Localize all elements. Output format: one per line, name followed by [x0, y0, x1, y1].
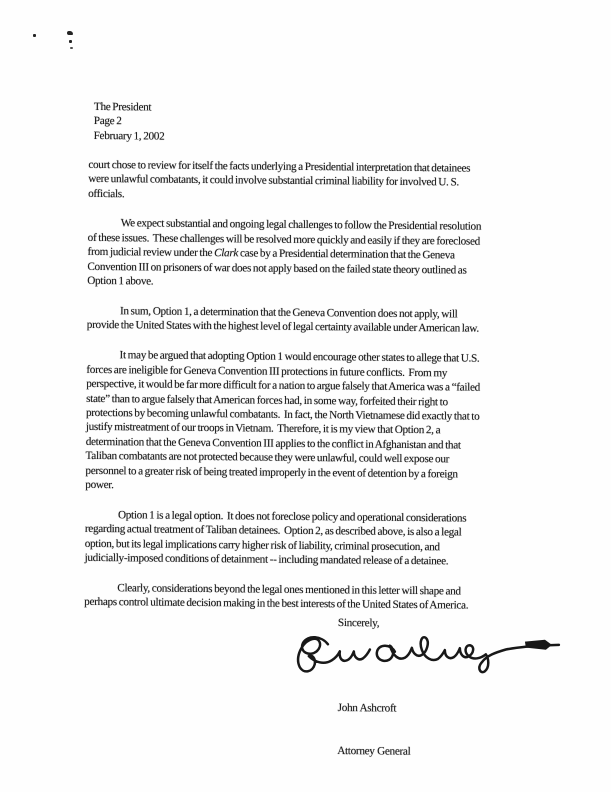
paragraph: [85, 508, 564, 570]
paragraph-line: of these issues. These challenges will be resolved more quickly and easily if they are foreclosed: [87, 231, 481, 248]
paragraph-line: Clearly, considerations beyond the legal ones mentioned in this letter will shape and: [117, 582, 461, 598]
scan-speckle: [33, 34, 36, 37]
paragraph-line: personnel to a greater risk of being treated improperly in the event of detention by a foreign: [85, 464, 458, 480]
paragraph-line: forces are ineligible for Geneva Convention III protections in future conflicts. From my: [86, 363, 448, 380]
paragraph-line: judicially-imposed conditions of detainment -- including mandated release of a detainee.: [84, 551, 449, 568]
page-number-line: Page 2: [93, 115, 122, 128]
paragraph-line: provide the United States with the highest level of legal certainty available under American law.: [86, 319, 479, 336]
signature-block: [337, 673, 411, 787]
paragraph-line: from judicial review under the Clark case by a Presidential determination that the Geneva: [87, 246, 455, 262]
handwritten-signature: [291, 631, 571, 681]
paragraph-line: We expect substantial and ongoing legal challenges to follow the Presidential resolution: [120, 217, 482, 234]
paragraph-line: Taliban combatants are not protected because they were unlawful, could well expose our: [85, 450, 450, 466]
letter-header-block: [94, 100, 567, 148]
scan-speckle: [70, 47, 73, 49]
paragraph: [85, 348, 564, 497]
paragraph-line: were unlawful combatants, it could involve substantial criminal liability for involved U. S.: [88, 173, 459, 189]
paragraph-line: option, but its legal implications carry higher risk of liability, criminal prosecution, and: [84, 537, 440, 553]
paragraph-line: determination that the Geneva Convention III applies to the conflict in Afghanistan and that: [85, 435, 461, 452]
paragraph-line: protections by becoming unlawful combatants. In fact, the North Vietnamese did exactly that to: [85, 406, 480, 423]
paragraph: [87, 304, 565, 337]
paragraph: [84, 581, 562, 614]
paragraph-line: regarding actual treatment of Taliban detainees. Option 2, as described above, is also a legal: [84, 523, 462, 539]
paragraph-line: officials.: [88, 187, 125, 200]
typed-name: John Ashcroft: [337, 702, 397, 715]
paragraph-line: perspective, it would be far more difficult for a nation to argue falsely that America was a “failed: [86, 377, 480, 394]
typed-title: Attorney General: [337, 745, 411, 758]
paragraph-line: state” than to argue falsely that American forces had, in some way, forfeited their right to: [86, 392, 448, 408]
date-line: February 1, 2002: [93, 129, 165, 143]
paragraph-line: power.: [85, 478, 114, 492]
paragraph-line: justify mistreatment of our troops in Vietnam. Therefore, it is my view that Option 2, a: [85, 421, 441, 437]
paragraph-line: Option 1 is a legal option. It does not foreclose policy and operational considerations: [117, 509, 467, 525]
paragraph-line: perhaps control ultimate decision making in the best interests of the United States of America.: [84, 596, 469, 612]
paragraph: [87, 216, 566, 293]
salutation: Sincerely,: [337, 616, 380, 630]
recipient-line: The President: [93, 100, 152, 114]
signature-flourish-blob: [525, 640, 552, 650]
paragraph-line: court chose to review for itself the facts underlying a Presidential interpretation that detainees: [88, 158, 471, 175]
paragraph-line: Convention III on prisoners of war does not apply based on the failed state theory outlined as: [87, 260, 467, 277]
paragraph: [88, 158, 566, 206]
paragraph-line: Option 1 above.: [87, 274, 154, 288]
paragraph-line: It may be argued that adopting Option 1 would encourage other states to allege that U.S.: [119, 349, 480, 365]
scan-speckle: [69, 40, 72, 43]
scan-speckle: [67, 31, 73, 35]
letter-text-column: [84, 100, 567, 614]
paragraph-line: In sum, Option 1, a determination that the Geneva Convention does not apply, will: [119, 305, 458, 321]
letter-body: [84, 158, 566, 615]
